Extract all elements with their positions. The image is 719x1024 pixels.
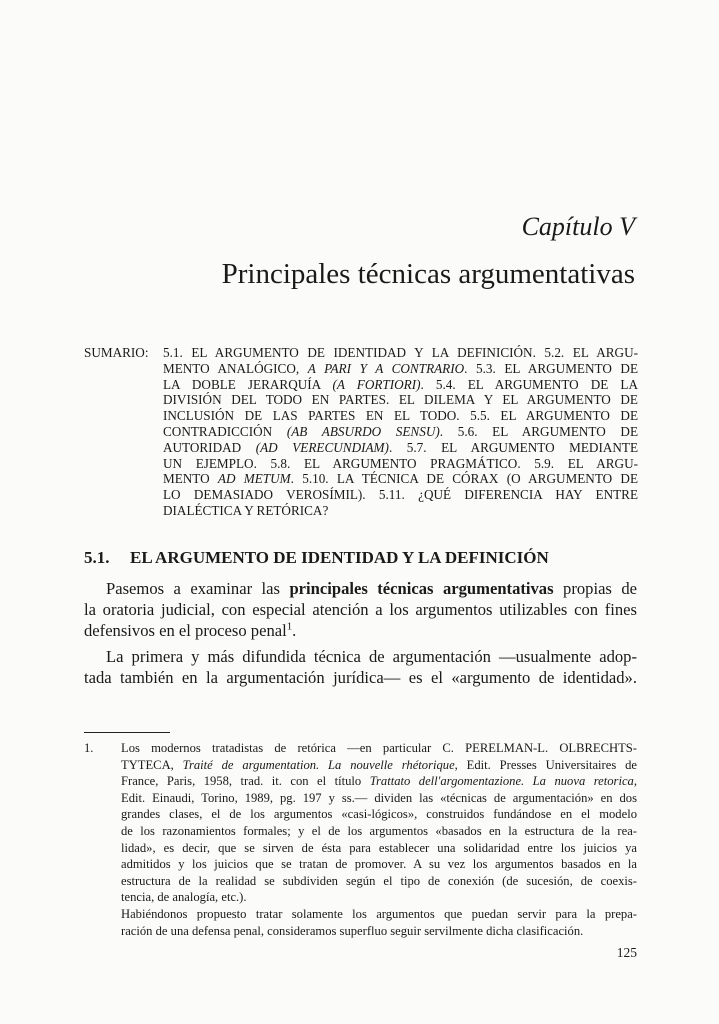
- text-line: [121, 873, 637, 890]
- text-line: [121, 806, 637, 823]
- text-line: [163, 456, 638, 472]
- text-line: [163, 361, 638, 377]
- text-run: UN EJEMPLO. 5.8. EL ARGUMENTO PRAGMÁTICO. 5.9. EL ARGU-: [163, 455, 638, 471]
- text-run: , Edit. Presses Universitaires de: [454, 757, 637, 772]
- text-run: .: [292, 621, 297, 640]
- text-line: [121, 923, 637, 940]
- text-run: . 5.10. LA TÉCNICA DE CÓRAX (O ARGUMENTO DE: [290, 471, 638, 487]
- text-line: [163, 440, 638, 456]
- text-run: DIVISIÓN DEL TODO EN PARTES. EL DILEMA Y EL ARGUMENTO DE: [163, 392, 638, 408]
- text-line: [163, 471, 638, 487]
- text-line: [163, 392, 638, 408]
- italic-run: (AB ABSURDO SENSU): [286, 423, 440, 439]
- summary-contents: [163, 345, 638, 519]
- text-line: [163, 408, 638, 424]
- text-run: MENTO: [163, 471, 218, 487]
- bold-phrase: principales técnicas argumentativas: [289, 579, 554, 598]
- text-line: [121, 773, 637, 790]
- text-run: admitidos y los juicios que se tratan de promover. A su vez los argumentos basados en la: [121, 857, 637, 872]
- text-line: tada también en la argumentación jurídica— es el «argumento de identidad».: [84, 668, 637, 687]
- page-number: 125: [616, 945, 637, 960]
- section-number: 5.1.: [84, 548, 110, 567]
- paragraph-2: [84, 646, 637, 688]
- text-run: ,: [633, 774, 637, 789]
- text-run: Edit. Einaudi, Torino, 1989, pg. 197 y ss.— dividen las «técnicas de argumentación» en dos: [121, 790, 637, 805]
- text-run: AUTORIDAD: [163, 439, 256, 455]
- text-run: lidad», es decir, que se sirven de ésta para establecer una solidaridad entre los juicios ya: [121, 840, 637, 855]
- italic-run: Traité de argumentation. La nouvelle rhétorique: [182, 757, 455, 772]
- section-title: EL ARGUMENTO DE IDENTIDAD Y LA DEFINICIÓN: [130, 548, 549, 567]
- chapter-title: Principales técnicas argumentativas: [221, 258, 635, 290]
- footnote-reference[interactable]: 1: [286, 620, 293, 633]
- chapter-label: Capítulo V: [521, 212, 635, 241]
- text-run: Los modernos tratadistas de retórica —en particular C. PERELMAN-L. OLBRECHTS-: [121, 741, 637, 755]
- text-run: . 5.7. EL ARGUMENTO MEDIANTE: [388, 439, 639, 455]
- text-line: [84, 620, 637, 641]
- text-line: [163, 377, 638, 393]
- text-line: la oratoria judicial, con especial atención a los argumentos utilizables con fines: [84, 600, 637, 619]
- footnote-separator: [84, 732, 170, 733]
- text-run: INCLUSIÓN DE LAS PARTES EN EL TODO. 5.5. EL ARGUMENTO DE: [163, 408, 638, 424]
- paragraph-1: [84, 578, 637, 641]
- section-heading: [84, 548, 549, 568]
- text-line: [121, 840, 637, 857]
- text-run: Pasemos a examinar las: [106, 579, 290, 598]
- text-line: [163, 345, 638, 361]
- text-run: France, Paris, 1958, trad. it. con el título: [121, 774, 370, 789]
- text-run: MENTO ANALÓGICO,: [163, 360, 308, 376]
- text-line: [121, 823, 637, 840]
- text-line: [121, 757, 637, 774]
- text-line: La primera y más difundida técnica de argumentación —usualmente adop-: [106, 647, 637, 666]
- text-run: TYTECA,: [121, 757, 183, 772]
- text-line: [121, 790, 637, 807]
- text-run: . 5.3. EL ARGUMENTO DE: [464, 360, 638, 376]
- text-run: CONTRADICCIÓN: [163, 423, 287, 439]
- text-run: 5.1. EL ARGUMENTO DE IDENTIDAD Y LA DEFINICIÓN. 5.2. EL ARGU-: [163, 345, 638, 360]
- text-run: propias de: [553, 579, 638, 598]
- text-run: estructura de la realidad se subdividen según el tipo de conexión (de sucesión, de coexis-: [121, 873, 637, 888]
- italic-run: Trattato dell'argomentazione. La nuova retorica: [369, 774, 634, 789]
- text-line: [163, 503, 638, 519]
- summary-label: SUMARIO:: [84, 345, 149, 360]
- text-line: [121, 740, 637, 757]
- text-run: ración de una defensa penal, consideramos superfluo seguir servilmente dicha clasificación.: [121, 923, 584, 938]
- text-line: [121, 856, 637, 873]
- text-run: DIALÉCTICA Y RETÓRICA?: [163, 502, 329, 518]
- text-run: LA DOBLE JERARQUÍA: [163, 376, 333, 392]
- text-run: defensivos en el proceso penal: [84, 621, 287, 640]
- text-run: LO DEMASIADO VEROSÍMIL). 5.11. ¿QUÉ DIFERENCIA HAY ENTRE: [163, 487, 638, 503]
- text-run: . 5.6. EL ARGUMENTO DE: [439, 423, 638, 439]
- italic-run: (A FORTIORI): [332, 376, 421, 392]
- footnote-marker: 1.: [84, 741, 94, 755]
- text-run: grandes clases, el de los argumentos «casi-lógicos», construidos fundándose en el modelo: [121, 807, 637, 822]
- text-run: de los razonamientos formales; y el de los argumentos «basados en la estructura de la rea-: [121, 823, 637, 838]
- text-line: [121, 889, 637, 906]
- italic-run: (AD VERECUNDIAM): [255, 439, 389, 455]
- text-line: [163, 487, 638, 503]
- text-line: [163, 424, 638, 440]
- text-run: tencia, de analogía, etc.).: [121, 890, 247, 905]
- italic-run: AD METUM: [217, 471, 291, 487]
- text-line: [121, 906, 637, 923]
- text-run: Habiéndonos propuesto tratar solamente los argumentos que puedan servir para la prepa-: [121, 906, 637, 921]
- text-line: [84, 578, 637, 599]
- text-run: . 5.4. EL ARGUMENTO DE LA: [420, 376, 638, 392]
- italic-run: A PARI Y A CONTRARIO: [307, 360, 465, 376]
- footnote-text: [121, 740, 637, 939]
